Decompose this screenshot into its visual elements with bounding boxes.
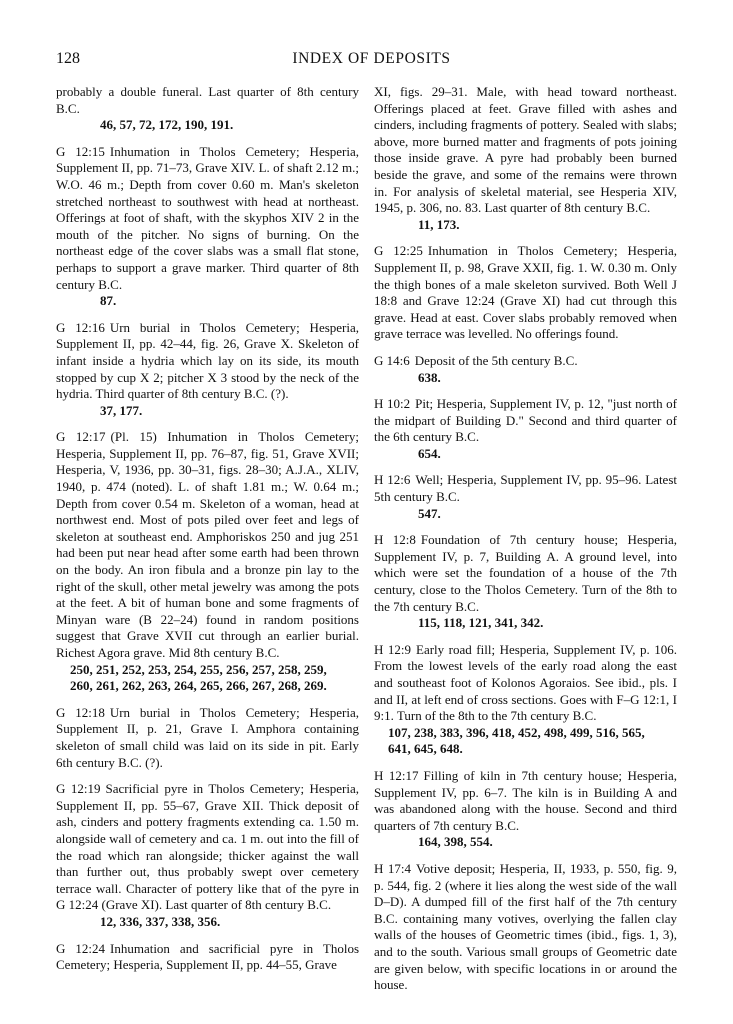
deposit-text: Filling of kiln in 7th century house; Hesperia, Supplement IV, pp. 6–7. The kiln is in Building A and was abandoned along with the house. Second and third quarters of 7th century B.C. — [374, 767, 678, 833]
deposit-description — [56, 429, 359, 661]
catalogue-numbers: 12, 336, 337, 338, 356. — [100, 913, 221, 929]
deposit-text: probably a double funeral. Last quarter of 8th century B.C. — [56, 84, 359, 116]
deposit-text: Inhumation and sacrificial pyre in Tholos Cemetery; Hesperia, Supplement II, pp. 44–55, Grave — [56, 940, 359, 973]
deposit-text: Inhumation in Tholos Cemetery; Hesperia, Supplement II, pp. 71–73, Grave XIV. L. of shaft 2.12 m.; W.O. 46 m.; Depth from cover 0.60 m. Man's skeleton stretched northeast to southwest with head at northeast. Offerings at foot of shaft, with the skyphos XIV 2 in the mouth of the pitcher. No signs of burning. On the northeast edge of the cover slabs was a small flat stone, perhaps to support a grave marker. Third quarter of 8th century B.C. — [56, 143, 359, 292]
deposit-description — [56, 941, 359, 974]
deposit-description — [374, 396, 677, 446]
deposit-entry — [374, 84, 677, 233]
deposit-entry — [374, 532, 677, 632]
deposit-label: H 12:8 — [374, 532, 416, 548]
deposit-description — [56, 781, 359, 914]
running-title: INDEX OF DEPOSITS — [292, 50, 451, 67]
page-number: 128 — [56, 50, 80, 67]
deposit-label: H 12:6 — [374, 472, 411, 488]
deposit-label: G 14:6 — [374, 352, 410, 368]
catalogue-numbers: 638. — [418, 369, 441, 385]
deposit-entry — [56, 705, 359, 771]
deposit-description — [56, 705, 359, 771]
deposit-entry — [56, 144, 359, 310]
deposit-entry — [374, 472, 677, 522]
deposit-description — [374, 642, 677, 725]
catalogue-numbers: 641, 645, 648. — [388, 741, 463, 757]
deposit-text: Pit; Hesperia, Supplement IV, p. 12, "just north of the midpart of Building D." Second and third quarter of the 6th century B.C. — [374, 396, 678, 445]
catalogue-numbers: 654. — [418, 445, 441, 461]
deposit-entry — [56, 320, 359, 420]
deposit-label: G 12:18 — [56, 704, 105, 720]
catalogue-numbers: 46, 57, 72, 172, 190, 191. — [100, 117, 234, 133]
deposit-description — [56, 320, 359, 403]
deposit-text: Urn burial in Tholos Cemetery; Hesperia, Supplement II, p. 21, Grave I. Amphora containing skeleton of small child was laid on its side in pit. Early 6th century B.C. (?). — [56, 704, 359, 770]
deposit-label: G 12:25 — [374, 243, 423, 259]
deposit-description — [374, 84, 677, 217]
deposit-entry — [374, 642, 677, 758]
deposit-label: G 12:19 — [56, 781, 101, 797]
deposit-text: Early road fill; Hesperia, Supplement IV, p. 106. From the lowest levels of the early road along the east and southeast foot of Kolonos Agoraios. See ibid., pls. I and II, at left end of cross sections. Goes with F–G 12:1, I 9:1. Turn of the 8th to the 7th century B.C. — [374, 641, 677, 724]
deposit-text: Foundation of 7th century house; Hesperia, Supplement IV, p. 7, Building A. A ground level, into which were set the foundation of a house of the 7th century, close to the Tholos Cemetery. Turn of the 8th to the 7th century B.C. — [374, 532, 678, 614]
deposit-entry — [374, 353, 677, 386]
deposit-description — [56, 84, 359, 117]
deposit-label: H 10:2 — [374, 396, 411, 412]
right-column — [374, 84, 677, 1004]
catalogue-numbers: 260, 261, 262, 263, 264, 265, 266, 267, 268, 269. — [70, 678, 327, 694]
deposit-entry — [56, 84, 359, 134]
deposit-entry — [374, 243, 677, 343]
catalogue-numbers: 37, 177. — [100, 402, 143, 418]
deposit-description — [374, 532, 677, 615]
deposit-label: H 12:17 — [374, 767, 419, 783]
deposit-description — [374, 472, 677, 505]
catalogue-numbers: 11, 173. — [418, 216, 460, 232]
deposit-text: (Pl. 15) Inhumation in Tholos Cemetery; Hesperia, Supplement II, pp. 76–87, fig. 51, Grave XVII; Hesperia, V, 1936, pp. 30–31, figs. 28–30; A.J.A., XLIV, 1940, p. 474 (noted). L. of shaft 1.81 m.; W. 0.64 m.; Depth from cover 0.54 m. Skeleton of a woman, head at northwest end. Most of pots piled over feet and legs of skeleton at southeast end. Amphoriskos 250 and jug 251 had been put near head after some earth had been thrown on the body. An iron fibula and a bronze pin lay to the right of the skull, other metal jewelry was among the pots at the feet. A bit of human bone and some fragments of Minyan ware (B 22–24) found in random positions suggest that Grave XVII cut through an earlier burial. Richest Agora grave. Mid 8th century B.C. — [56, 429, 359, 660]
deposit-description — [374, 768, 677, 834]
deposit-text: XI, figs. 29–31. Male, with head toward northeast. Offerings placed at feet. Grave filled with ashes and cinders, including fragments of pottery. Sealed with slabs; above, more burned matter and fragments of pots joining those inside grave. A pyre had probably been burned beside the grave, and some of the remains were thrown in. For analysis of skeletal material, see Hesperia XIV, 1945, p. 306, no. 83. Last quarter of 8th century B.C. — [374, 84, 677, 216]
deposit-text: Inhumation in Tholos Cemetery; Hesperia, Supplement II, p. 98, Grave XXII, fig. 1. W. 0.30 m. Only the thigh bones of a male skeleton survived. Both Well J 18:8 and Grave 12:24 (Grave XI) had cut through this grave. Head at east. Cover slabs probably removed when grave terrace was levelled. No offerings found. — [374, 243, 677, 342]
deposit-label: H 12:9 — [374, 641, 412, 657]
deposit-entry — [56, 781, 359, 930]
running-header — [56, 50, 687, 72]
deposit-description — [374, 861, 677, 994]
deposit-text: Sacrificial pyre in Tholos Cemetery; Hesperia, Supplement II, pp. 55–67, Grave XII. Thick deposit of ash, cinders and pottery fragments extending ca. 1.50 m. alongside wall of cemetery and ca. 1 m. out into the fill of the road which ran alongside; thicker against the wall than further out, thus probably swept over cemetery terrace wall. Character of pottery like that of the pyre in G 12:24 (Grave XI). Last quarter of 8th century B.C. — [56, 781, 359, 913]
deposit-entry — [56, 941, 359, 974]
deposit-label: G 12:15 — [56, 143, 105, 159]
left-column — [56, 84, 359, 984]
deposit-entry — [56, 429, 359, 695]
deposit-text: Votive deposit; Hesperia, II, 1933, p. 550, fig. 9, p. 544, fig. 2 (where it lies along the west side of the wall D–D). A dumped fill of the first half of the 7th century B.C. containing many votives, overlying the fallen clay walls of the houses of Geometric times (ibid., figs. 1, 3), and to the south. Various small groups of Geometric date are given below, with specific locations in or around the house. — [374, 860, 677, 993]
deposit-description — [56, 144, 359, 293]
deposit-description — [374, 353, 677, 370]
deposit-label: H 17:4 — [374, 860, 411, 876]
deposit-text: Well; Hesperia, Supplement IV, pp. 95–96. Latest 5th century B.C. — [374, 472, 678, 505]
deposit-label: G 12:16 — [56, 319, 105, 335]
catalogue-numbers: 87. — [100, 293, 117, 309]
catalogue-numbers: 547. — [418, 505, 441, 521]
deposit-entry — [374, 768, 677, 851]
catalogue-numbers: 250, 251, 252, 253, 254, 255, 256, 257, 258, 259, — [70, 661, 327, 677]
deposit-label: G 12:17 — [56, 429, 106, 445]
catalogue-numbers: 115, 118, 121, 341, 342. — [418, 615, 544, 631]
deposit-text: Urn burial in Tholos Cemetery; Hesperia, Supplement II, pp. 42–44, fig. 26, Grave X. Skeleton of infant inside a hydria which lay on its side, its mouth stopped by cup X 2; pitcher X 3 stood by the neck of the hydria. Third quarter of 8th century B.C. (?). — [56, 319, 359, 402]
catalogue-numbers: 107, 238, 383, 396, 418, 452, 498, 499, 516, 565, — [388, 724, 645, 740]
catalogue-numbers: 164, 398, 554. — [418, 834, 493, 850]
deposit-entry — [374, 396, 677, 462]
deposit-text: Deposit of the 5th century B.C. — [414, 352, 578, 368]
deposit-entry — [374, 861, 677, 994]
deposit-description — [374, 243, 677, 343]
deposit-label: G 12:24 — [56, 940, 105, 956]
